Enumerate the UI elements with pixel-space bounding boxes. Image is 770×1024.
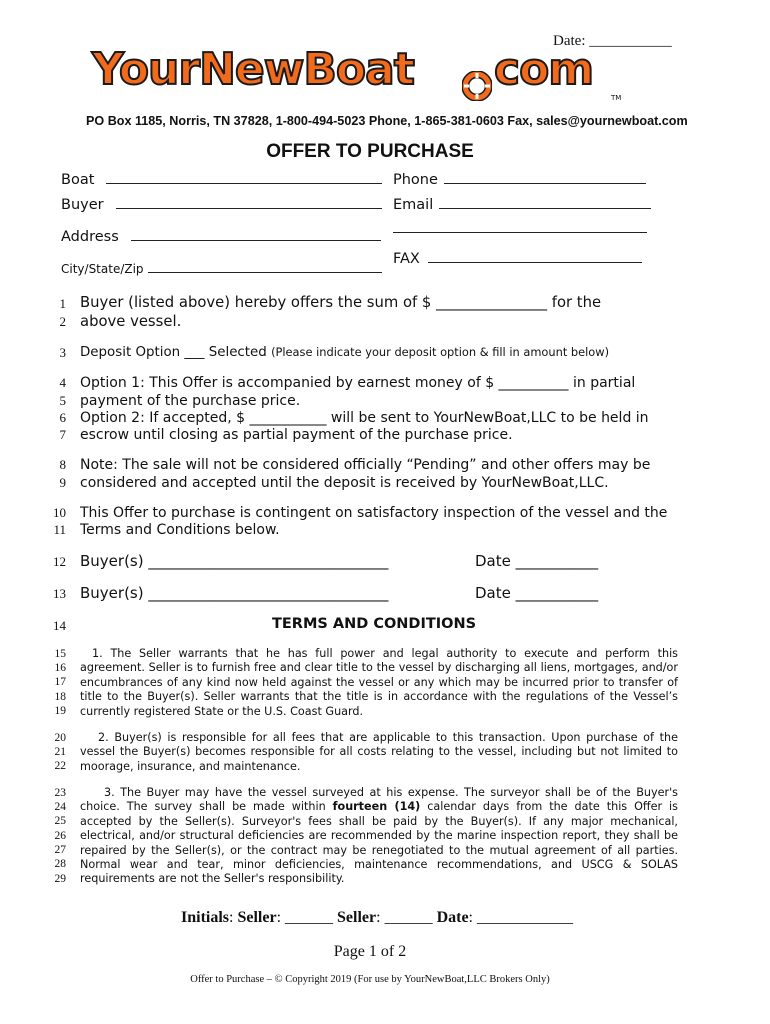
deposit-option-field[interactable]: [80, 345, 609, 360]
address-label: Address: [61, 229, 119, 245]
line-number: 25: [54, 815, 66, 827]
buyer-signature-2[interactable]: Buyer(s) ________________________________: [80, 584, 389, 602]
line-number: 4: [59, 375, 66, 390]
terms-heading: TERMS AND CONDITIONS: [272, 616, 477, 632]
line-number: 9: [59, 475, 66, 490]
city-state-zip-label: City/State/Zip: [61, 262, 144, 276]
email-field[interactable]: [393, 195, 651, 213]
city-state-zip-field[interactable]: [61, 261, 382, 276]
contact-line: PO Box 1185, Norris, TN 37828, 1-800-494-5023 Phone, 1-865-381-0603 Fax, sales@yournewboat.com: [86, 114, 688, 128]
line-number: 16: [54, 662, 66, 674]
contingency-text: Terms and Conditions below.: [80, 522, 280, 538]
line-number: 10: [53, 505, 66, 520]
fax-label: FAX: [393, 251, 420, 267]
terms-3-bold: fourteen (14): [332, 800, 421, 814]
email-label: Email: [393, 197, 434, 213]
initials-label: Initials: [181, 909, 230, 926]
line-number: 18: [54, 691, 66, 703]
line-number: 19: [54, 705, 66, 717]
line-number: 13: [53, 586, 66, 601]
buyer-date-2[interactable]: Date ___________: [475, 584, 599, 602]
option1-text: payment of the purchase price.: [80, 393, 301, 409]
phone-field[interactable]: [393, 170, 646, 188]
initials-date-label: Date: [436, 909, 469, 926]
seller2-initials-blank[interactable]: ______: [384, 909, 433, 926]
seller1-initials-blank[interactable]: ______: [285, 909, 334, 926]
terms-paragraph-2: 2. Buyer(s) is responsible for all fees that are applicable to this transaction. Upon purchase of the vessel the Buyer(s) becomes responsible for all costs relating to the vessel, including but not limited to moorage, insurance, and maintenance.: [80, 731, 678, 773]
line-number: 21: [54, 746, 66, 758]
logo: [92, 44, 414, 95]
deposit-option-hint: (Please indicate your deposit option & fill in amount below): [271, 345, 610, 359]
logo-text-com: com: [494, 44, 594, 95]
seller1-label: Seller: [237, 909, 277, 926]
buyer-input-line[interactable]: [116, 195, 382, 209]
line-number: 7: [59, 427, 66, 442]
line-number: 3: [59, 345, 66, 360]
line-number: 28: [54, 858, 66, 870]
seller2-label: Seller: [337, 909, 377, 926]
email-second-line[interactable]: [393, 232, 647, 233]
line-number: 22: [54, 760, 66, 772]
life-ring-icon: [462, 71, 492, 101]
boat-field[interactable]: [61, 170, 382, 188]
terms-3-text: 3. The Buyer may have the vessel surveyed at his expense. The surveyor shall be of the Buyer's choice. The survey shall be made within: [80, 786, 678, 814]
buyer-field[interactable]: [61, 195, 382, 213]
terms-3-text: calendar days from the date this Offer is accepted by the Seller(s). Surveyor's fees shall be paid by the Buyer(s). If any major mechanical, electrical, and/or structural deficiencies are recommended by the marine inspection report, they shall be repaired by the Seller(s), or the contract may be renegotiated to the mutual agreement of all parties. Normal wear and tear, minor deficiencies, maintenance recommendations, and USCG & SOLAS requirements are not the Seller's responsibility.: [80, 800, 678, 886]
line-number: 17: [54, 676, 66, 688]
line-number: 20: [54, 732, 66, 744]
date-field[interactable]: Date: ___________: [553, 33, 672, 49]
option2-text: escrow until closing as partial payment of the purchase price.: [80, 427, 513, 443]
buyer-signature-1[interactable]: Buyer(s) ________________________________: [80, 552, 389, 570]
terms-paragraph-1: 1. The Seller warrants that he has full power and legal authority to execute and perform this agreement. Seller is to furnish free and clear title to the vessel by discharging all liens, mortgages, and/or encumbrances of any kind now held against the vessel or any which may be incurred prior to transfer of title to the Buyer(s). Seller warrants that the title is in accordance with the regulations of the Vessel’s currently registered State or the U.S. Coast Guard.: [80, 647, 678, 718]
page-title: OFFER TO PURCHASE: [266, 141, 474, 162]
note-text: considered and accepted until the deposit is received by YourNewBoat,LLC.: [80, 475, 609, 491]
line-number: 6: [59, 410, 66, 425]
line-number: 2: [59, 314, 66, 329]
deposit-option-label: Deposit Option ___ Selected: [80, 345, 267, 360]
line-number: 23: [54, 787, 66, 799]
address-field[interactable]: [61, 227, 381, 245]
fax-input-line[interactable]: [428, 249, 642, 263]
line-number: 26: [54, 830, 66, 842]
city-state-zip-input-line[interactable]: [148, 261, 382, 273]
line-number: 12: [53, 554, 66, 569]
contingency-text: This Offer to purchase is contingent on satisfactory inspection of the vessel and the: [80, 505, 668, 521]
initials-date-blank[interactable]: ____________: [477, 909, 573, 926]
boat-label: Boat: [61, 172, 95, 188]
page-number: Page 1 of 2: [333, 943, 407, 960]
line-number: 5: [59, 393, 66, 408]
option1-line[interactable]: Option 1: This Offer is accompanied by earnest money of $ __________ in partial: [80, 375, 636, 391]
line-number: 24: [54, 801, 66, 813]
email-input-line[interactable]: [439, 195, 651, 209]
line-number: 14: [53, 618, 66, 633]
offer-amount-line[interactable]: Buyer (listed above) hereby offers the sum of $ _______________ for the: [80, 294, 602, 311]
initials-row[interactable]: Initials: Seller: ______ Seller: ______ Date: ____________: [181, 909, 573, 926]
phone-input-line[interactable]: [444, 170, 646, 184]
option2-line[interactable]: Option 2: If accepted, $ ___________ will be sent to YourNewBoat,LLC to be held in: [80, 410, 649, 426]
line-number: 29: [54, 873, 66, 885]
buyer-label: Buyer: [61, 197, 104, 213]
buyer-date-1[interactable]: Date ___________: [475, 552, 599, 570]
terms-paragraph-3: [80, 786, 678, 887]
boat-input-line[interactable]: [106, 170, 382, 184]
phone-label: Phone: [393, 172, 438, 188]
note-text: Note: The sale will not be considered officially “Pending” and other offers may be: [80, 457, 651, 473]
line-number: 8: [59, 457, 66, 472]
trademark-mark: TM: [611, 94, 622, 102]
line-number: 11: [53, 522, 66, 537]
offer-text: above vessel.: [80, 313, 182, 330]
line-number: 15: [54, 648, 66, 660]
line-number: 1: [59, 296, 66, 311]
line-number: 27: [54, 844, 66, 856]
logo-text-main: YourNewBoat: [92, 44, 414, 95]
fax-field[interactable]: [393, 249, 642, 267]
address-input-line[interactable]: [131, 227, 381, 241]
copyright-notice: Offer to Purchase – © Copyright 2019 (For use by YourNewBoat,LLC Brokers Only): [190, 974, 550, 985]
